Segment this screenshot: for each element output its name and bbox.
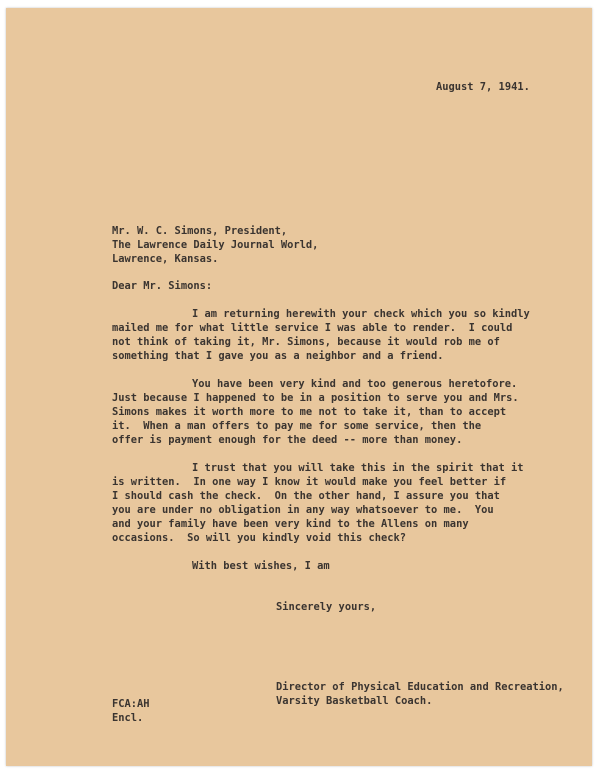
paragraph-line: mailed me for what little service I was able to render. I could: [112, 322, 513, 334]
address-line: Lawrence, Kansas.: [112, 253, 219, 265]
enclosure-line: Encl.: [112, 712, 144, 724]
letter-page: [6, 8, 592, 766]
paragraph-line: and your family have been very kind to the Allens on many: [112, 518, 469, 530]
paragraph-line: offer is payment enough for the deed -- more than money.: [112, 434, 463, 446]
paragraph-line: Just because I happened to be in a position to serve you and Mrs.: [112, 392, 519, 404]
paragraph-line: I trust that you will take this in the spirit that it: [192, 462, 524, 474]
reference-line: FCA:AH: [112, 698, 150, 710]
address-line: The Lawrence Daily Journal World,: [112, 239, 319, 251]
address-line: Mr. W. C. Simons, President,: [112, 225, 288, 237]
complimentary-close: Sincerely yours,: [276, 601, 377, 613]
paragraph-line: is written. In one way I know it would make you feel better if: [112, 476, 507, 488]
paragraph-line: it. When a man offers to pay me for some service, then the: [112, 420, 482, 432]
paragraph-line: something that I gave you as a neighbor and a friend.: [112, 350, 444, 362]
paragraph-line: you are under no obligation in any way whatsoever to me. You: [112, 504, 494, 516]
paragraph-line: not think of taking it, Mr. Simons, because it would rob me of: [112, 336, 500, 348]
paragraph-line: I am returning herewith your check which you so kindly: [192, 308, 530, 320]
title-line: Director of Physical Education and Recreation,: [276, 681, 564, 693]
paragraph-line: You have been very kind and too generous heretofore.: [192, 378, 518, 390]
paragraph-line: I should cash the check. On the other hand, I assure you that: [112, 490, 500, 502]
letter-date: August 7, 1941.: [436, 81, 530, 93]
best-wishes: With best wishes, I am: [192, 560, 330, 572]
salutation: Dear Mr. Simons:: [112, 280, 213, 292]
title-line: Varsity Basketball Coach.: [276, 695, 433, 707]
paragraph-line: occasions. So will you kindly void this check?: [112, 532, 407, 544]
paragraph-line: Simons makes it worth more to me not to take it, than to accept: [112, 406, 507, 418]
